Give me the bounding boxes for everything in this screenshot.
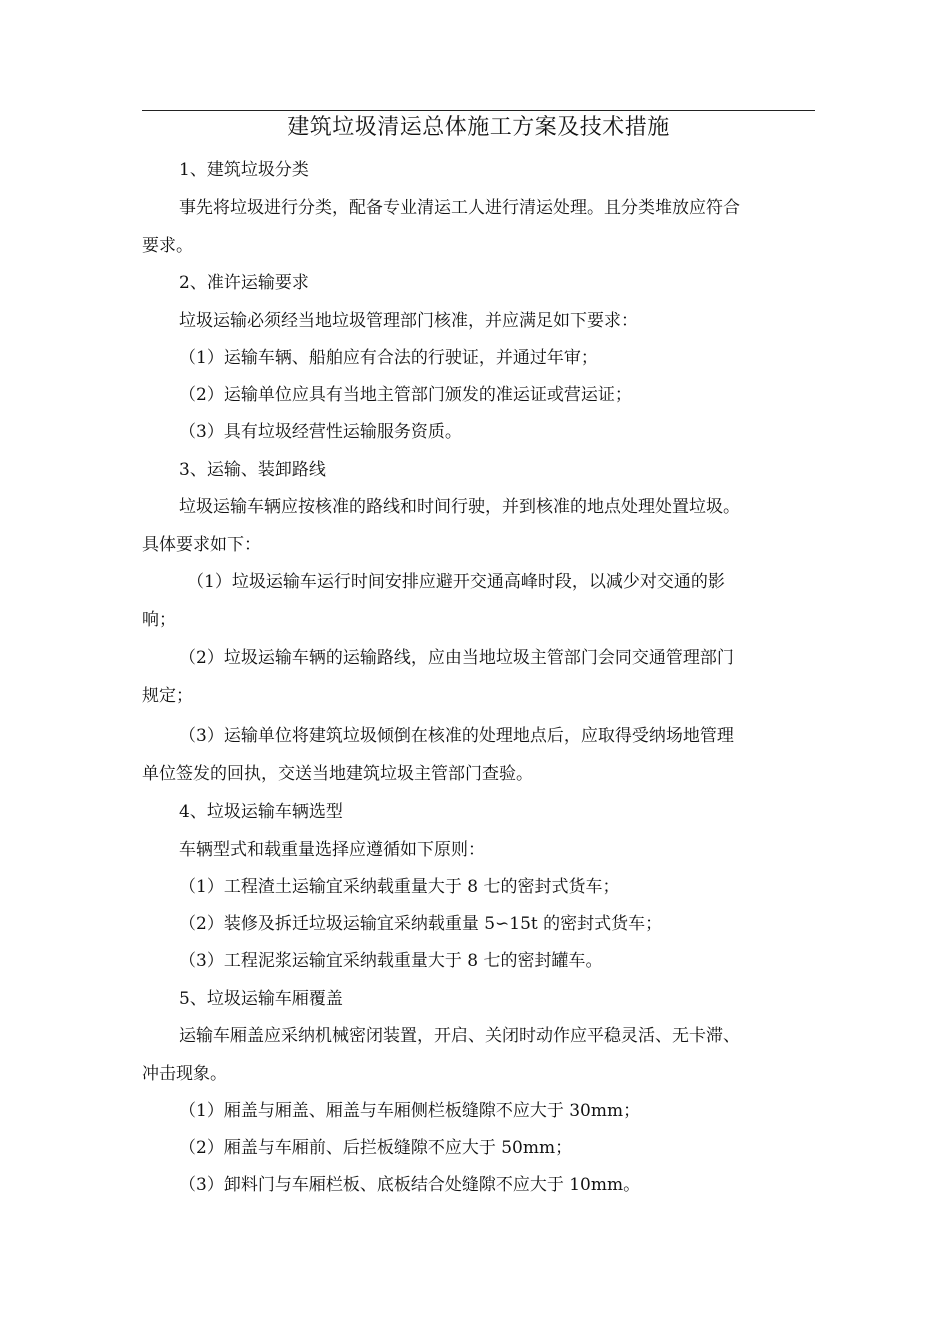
section-heading-4: 4、垃圾运输车辆选型: [179, 802, 343, 822]
paragraph-line: 垃圾运输必须经当地垃圾管理部门核准，并应满足如下要求：: [179, 311, 638, 331]
section-heading-1: 1、建筑垃圾分类: [179, 160, 309, 180]
list-item: （3）具有垃圾经营性运输服务资质。: [179, 422, 462, 442]
section-heading-3: 3、运输、装卸路线: [179, 460, 326, 480]
paragraph-line: 冲击现象。: [142, 1064, 227, 1084]
paragraph-line: 事先将垃圾进行分类，配备专业清运工人进行清运处理。且分类堆放应符合: [179, 198, 740, 218]
list-item: （1）厢盖与厢盖、厢盖与车厢侧栏板缝隙不应大于 30mm；: [179, 1101, 641, 1121]
paragraph-line: 垃圾运输车辆应按核准的路线和时间行驶，并到核准的地点处理处置垃圾。: [179, 497, 740, 517]
list-item: （2）运输单位应具有当地主管部门颁发的准运证或营运证；: [179, 385, 632, 405]
paragraph-line: 具体要求如下：: [142, 535, 261, 555]
section-heading-5: 5、垃圾运输车厢覆盖: [179, 989, 343, 1009]
list-item: （1）运输车辆、船舶应有合法的行驶证，并通过年审；: [179, 348, 598, 368]
paragraph-line: 要求。: [142, 236, 193, 256]
list-item: （2）厢盖与车厢前、后拦板缝隙不应大于 50mm；: [179, 1138, 573, 1158]
paragraph-line: 车辆型式和载重量选择应遵循如下原则：: [179, 840, 485, 860]
paragraph-line: 单位签发的回执，交送当地建筑垃圾主管部门查验。: [142, 764, 533, 784]
header-rule: [142, 110, 815, 111]
list-item: （2）垃圾运输车辆的运输路线，应由当地垃圾主管部门会同交通管理部门: [179, 648, 734, 668]
section-heading-2: 2、准许运输要求: [179, 273, 309, 293]
paragraph-line: 响；: [142, 610, 176, 630]
page-title: 建筑垃圾清运总体施工方案及技术措施: [287, 115, 670, 140]
list-item: （1）垃圾运输车运行时间安排应避开交通高峰时段，以减少对交通的影: [187, 572, 725, 592]
list-item: （3）工程泥浆运输宜采纳载重量大于 8 七的密封罐车。: [179, 951, 603, 971]
list-item: （1）工程渣土运输宜采纳载重量大于 8 七的密封式货车；: [179, 877, 620, 897]
list-item: （2）装修及拆迁垃圾运输宜采纳载重量 5∽15t 的密封式货车；: [179, 914, 663, 934]
list-item: （3）卸料门与车厢栏板、底板结合处缝隙不应大于 10mm。: [179, 1175, 641, 1195]
paragraph-line: 运输车厢盖应采纳机械密闭装置，开启、关闭时动作应平稳灵活、无卡滞、: [179, 1026, 740, 1046]
list-item: （3）运输单位将建筑垃圾倾倒在核准的处理地点后，应取得受纳场地管理: [179, 726, 734, 746]
paragraph-line: 规定；: [142, 686, 193, 706]
